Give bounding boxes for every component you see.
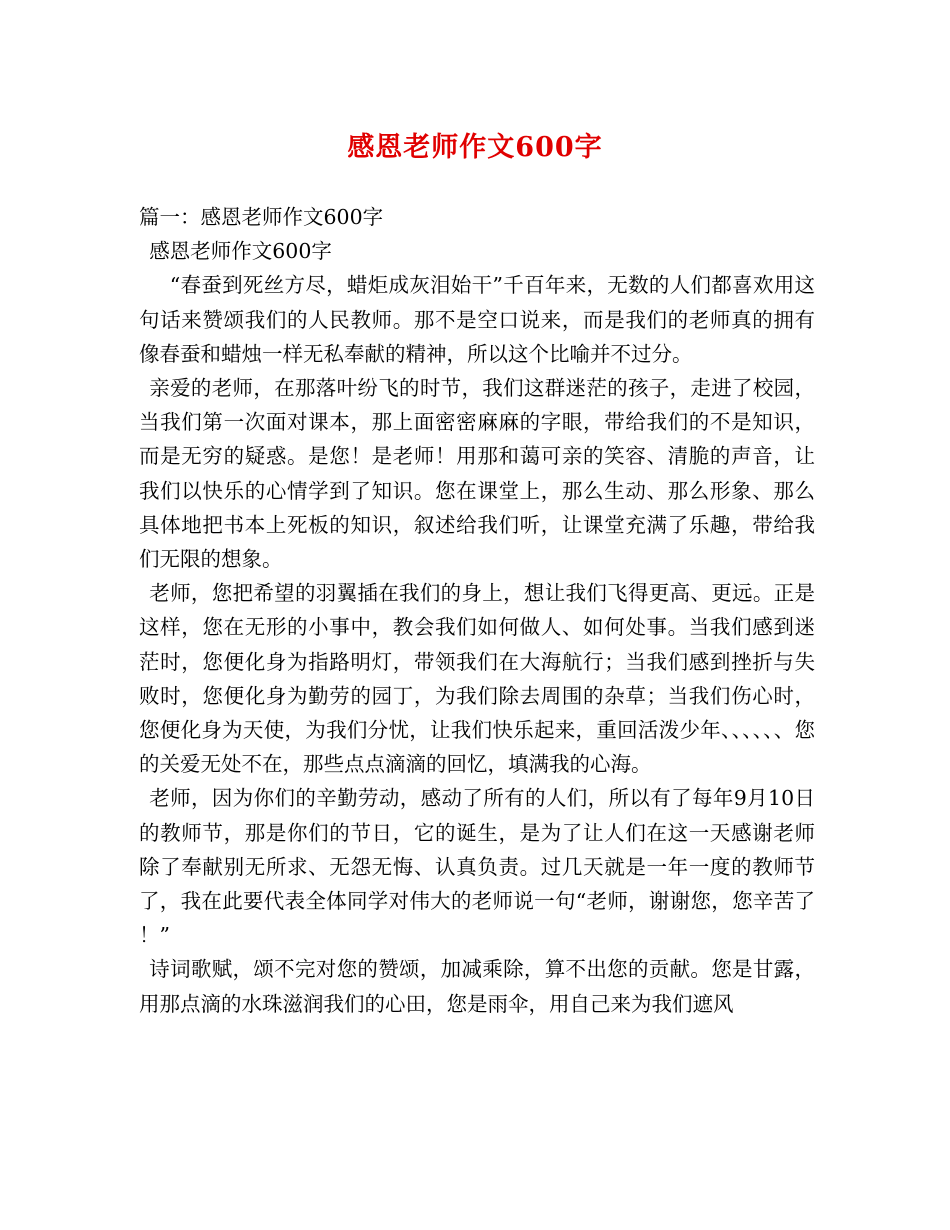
paragraph: “春蚕到死丝方尽，蜡炬成灰泪始干”千百年来，无数的人们都喜欢用这句话来赞颂我们的人民教师。那不是空口说来，而是我们的老师真的拥有像春蚕和蜡烛一样无私奉献的精神，所以这个比喻并不过分。 — [139, 273, 815, 366]
section-subtitle: 感恩老师作文600字 — [149, 239, 332, 264]
section-heading: 篇一：感恩老师作文600字 — [139, 205, 384, 229]
paragraph: 诗词歌赋，颂不完对您的赞颂，加减乘除，算不出您的贡献。您是甘露，用那点滴的水珠滋润我们的心田，您是雨伞，用自己来为我们遮风 — [139, 957, 815, 1016]
document-body — [139, 200, 815, 1021]
paragraph: 老师，您把希望的羽翼插在我们的身上，想让我们飞得更高、更远。正是这样，您在无形的小事中，教会我们如何做人、如何处事。当我们感到迷茫时，您便化身为指路明灯，带领我们在大海航行；当我们感到挫折与失败时，您便化身为勤劳的园丁，为我们除去周围的杂草；当我们伤心时，您便化身为天使，为我们分忧，让我们快乐起来，重回活泼少年、、、、、、您的关爱无处不在，那些点点滴滴的回忆，填满我的心海。 — [139, 581, 815, 777]
paragraph: 老师，因为你们的辛勤劳动，感动了所有的人们，所以有了每年9月10日的教师节，那是你们的节日，它的诞生，是为了让人们在这一天感谢老师除了奉献别无所求、无怨无悔、认真负责。过几天就是一年一度的教师节了，我在此要代表全体同学对伟大的老师说一句“老师，谢谢您，您辛苦了！” — [139, 786, 815, 948]
document-title: 感恩老师作文600字 — [347, 132, 603, 163]
paragraph: 亲爱的老师，在那落叶纷飞的时节，我们这群迷茫的孩子，走进了校园，当我们第一次面对课本，那上面密密麻麻的字眼，带给我们的不是知识，而是无穷的疑惑。是您！是老师！用那和蔼可亲的笑容、清脆的声音，让我们以快乐的心情学到了知识。您在课堂上，那么生动、那么形象、那么具体地把书本上死板的知识，叙述给我们听，让课堂充满了乐趣，带给我们无限的想象。 — [139, 376, 815, 572]
